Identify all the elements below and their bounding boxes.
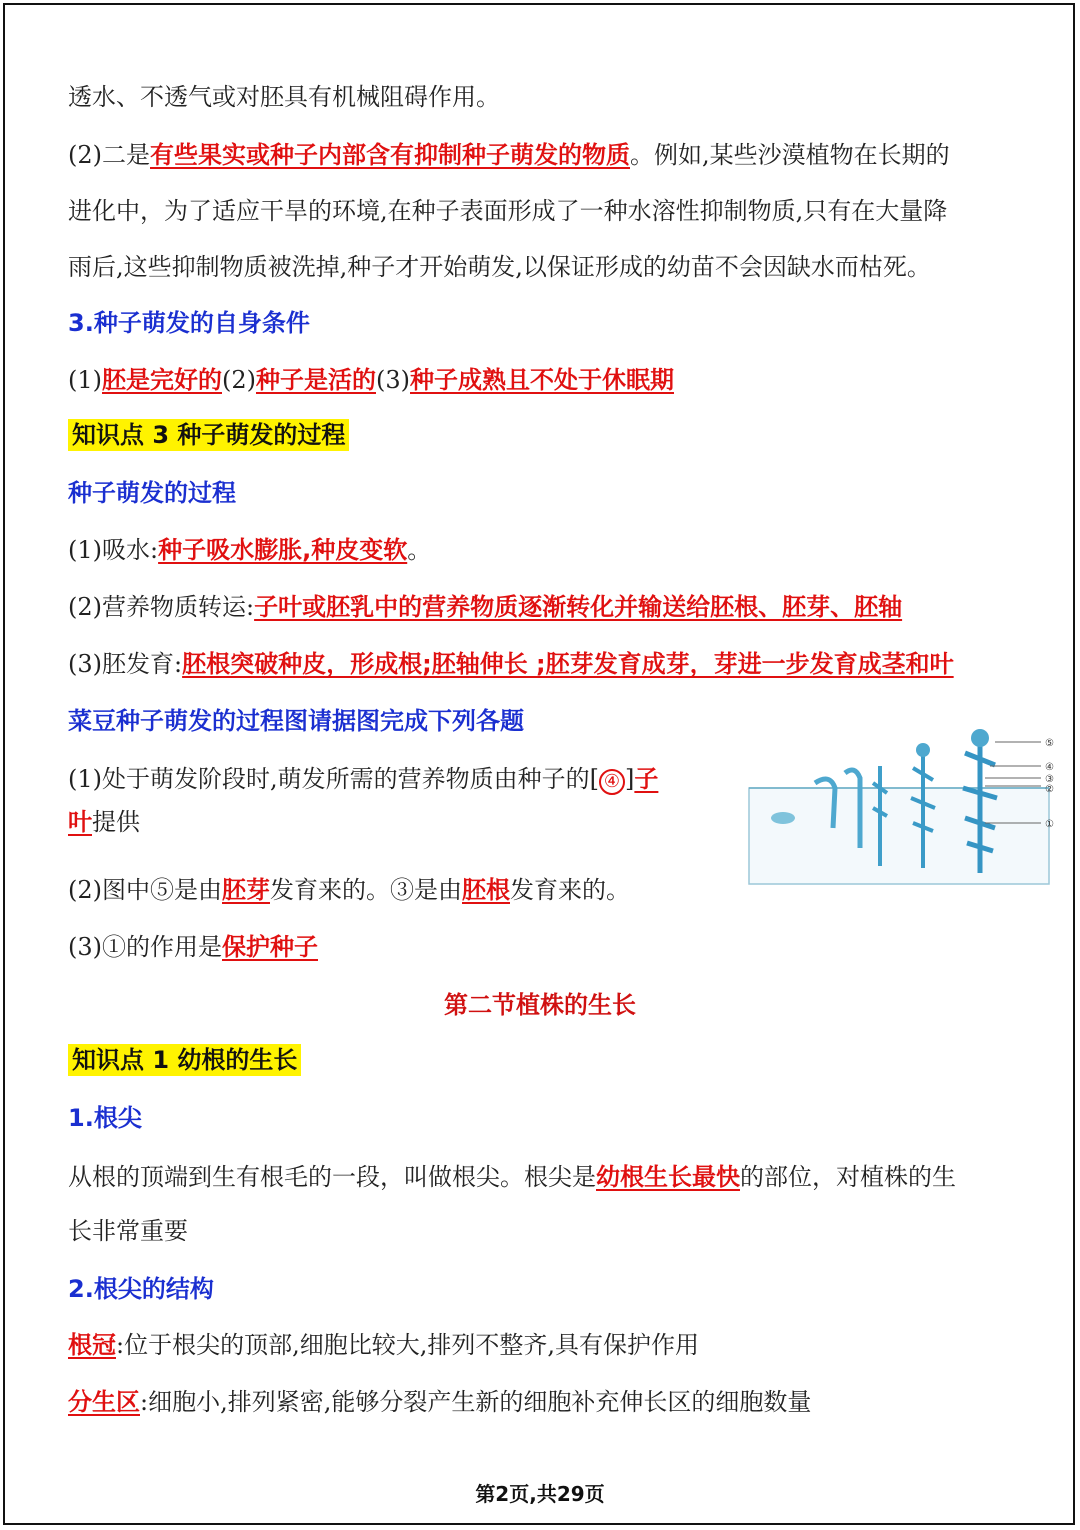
section-title: 第二节植株的生长 bbox=[444, 991, 636, 1019]
root-cap-line: 根冠:位于根尖的顶部,细胞比较大,排列不整齐,具有保护作用 bbox=[68, 1331, 699, 1359]
bean-title: 菜豆种子萌发的过程图请据图完成下列各题 bbox=[68, 707, 524, 735]
conditions-line: (1)胚是完好的(2)种子是活的(3)种子成熟且不处于休眠期 bbox=[68, 366, 674, 394]
heading-self-conditions: 3.种子萌发的自身条件 bbox=[68, 309, 310, 337]
question-1-line-1: (1)处于萌发阶段时,萌发所需的营养物质由种子的[ ④ ]子 bbox=[68, 765, 659, 793]
label-1: ① bbox=[1045, 819, 1054, 830]
label-5: ⑤ bbox=[1045, 738, 1054, 749]
leaf bbox=[916, 743, 930, 757]
leaf bbox=[971, 729, 989, 747]
seed-stage-1 bbox=[771, 812, 795, 824]
knowledge-point-3: 知识点 3 种子萌发的过程 bbox=[68, 418, 349, 452]
label-3: ③ bbox=[1045, 774, 1054, 785]
root-tip-line-2: 长非常重要 bbox=[68, 1217, 188, 1245]
paragraph-2-line-1: (2)二是有些果实或种子内部含有抑制种子萌发的物质。例如,某些沙漠植物在长期的 bbox=[68, 141, 950, 169]
step-1: (1)吸水:种子吸水膨胀,种皮变软。 bbox=[68, 536, 432, 564]
question-2: (2)图中⑤是由胚芽发育来的。③是由胚根发育来的。 bbox=[68, 876, 630, 904]
paragraph-2-line-3: 雨后,这些抑制物质被洗掉,种子才开始萌发,以保证形成的幼苗不会因缺水而枯死。 bbox=[68, 253, 931, 281]
label-2: ② bbox=[1045, 784, 1054, 795]
paragraph-2-line-2: 进化中，为了适应干旱的环境,在种子表面形成了一种水溶性抑制物质,只有在大量降 bbox=[68, 197, 948, 225]
bean-germination-figure bbox=[745, 728, 1075, 888]
structure-heading: 2.根尖的结构 bbox=[68, 1275, 214, 1303]
label-4: ④ bbox=[1045, 762, 1054, 773]
process-title: 种子萌发的过程 bbox=[68, 479, 236, 507]
step-2: (2)营养物质转运:子叶或胚乳中的营养物质逐渐转化并输送给胚根、胚芽、胚轴 bbox=[68, 593, 903, 621]
page-number: 第2页,共29页 bbox=[475, 1482, 605, 1506]
knowledge-point-1: 知识点 1 幼根的生长 bbox=[68, 1043, 301, 1077]
meristem-line: 分生区:细胞小,排列紧密,能够分裂产生新的细胞补充伸长区的细胞数量 bbox=[68, 1388, 812, 1416]
water-container bbox=[749, 788, 1049, 884]
question-1-line-2: 叶提供 bbox=[68, 808, 140, 836]
step-3: (3)胚发育:胚根突破种皮，形成根;胚轴伸长 ;胚芽发育成芽，芽进一步发育成茎和叶 bbox=[68, 650, 954, 678]
question-3: (3)①的作用是保护种子 bbox=[68, 933, 318, 961]
root-tip-line-1: 从根的顶端到生有根毛的一段，叫做根尖。根尖是幼根生长最快的部位，对植株的生 bbox=[68, 1163, 956, 1191]
text-line: 透水、不透气或对胚具有机械阻碍作用。 bbox=[68, 83, 500, 111]
root-tip-heading: 1.根尖 bbox=[68, 1104, 142, 1132]
